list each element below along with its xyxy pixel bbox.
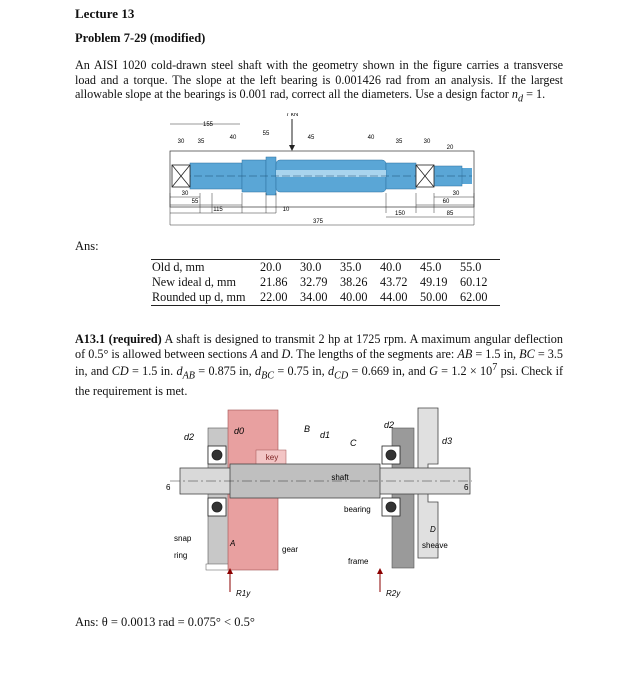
sub: CD — [334, 370, 349, 382]
sym: AB — [457, 346, 473, 361]
dim-155: 155 — [202, 122, 214, 128]
table-cell: 34.00 — [300, 290, 340, 306]
dim-35l: 35 — [197, 139, 205, 145]
text: and — [257, 346, 282, 361]
table-cell: 43.72 — [380, 275, 408, 289]
label-frame: frame — [348, 557, 369, 566]
problem-statement — [75, 58, 563, 107]
text: A shaft is designed to transmit 2 hp at 1725 rpm. A maximum angular deflection of 0.5° is allowed between sections — [75, 332, 563, 361]
dim-375: 375 — [312, 219, 324, 225]
table-cell: 45.0 — [420, 260, 460, 276]
dim-150: 150 — [394, 211, 406, 217]
label-6-right: 6 — [464, 483, 469, 492]
label-d1: d1 — [320, 430, 331, 440]
symbol-n: n — [511, 87, 518, 101]
symbol-d-sub: d — [518, 93, 524, 105]
sub: BC — [261, 370, 275, 382]
table-cell: 40.00 — [340, 290, 380, 306]
label-d3: d3 — [442, 436, 453, 446]
table-cell: 20.0 — [260, 260, 300, 276]
table-row — [151, 290, 500, 306]
statement-text: An AISI 1020 cold-drawn steel shaft with the geometry shown in the figure carries a transverse load and a torque. The slope at the left bearing is 0.001426 rad from an analysis. If the largest allowable slope at the bearings is 0.001 rad, correct all the diameters. Use a design factor — [75, 58, 563, 101]
label-C: C — [350, 438, 357, 448]
table-cell: 40.0 — [380, 260, 420, 276]
dim-30l: 30 — [177, 139, 185, 145]
label-d0: d0 — [234, 426, 245, 436]
text: = 0.75 in, — [274, 364, 328, 379]
label-R1y: R1y — [236, 589, 251, 598]
label-key: key — [265, 453, 279, 462]
dim-40a: 40 — [229, 135, 237, 141]
label-snap: snap — [174, 534, 192, 543]
shaft-figure-1 — [160, 113, 484, 234]
problem-2-lead: A13.1 (required) — [75, 332, 162, 346]
answer-1-label: Ans: — [75, 239, 99, 253]
dim-60: 60 — [442, 199, 450, 205]
sym: CD — [111, 364, 129, 379]
table-cell: 44.00 — [380, 290, 420, 306]
sym: D — [281, 346, 291, 361]
table-cell: 62.00 — [460, 290, 500, 306]
table-cell: 60.12 — [460, 275, 488, 289]
dim-30b: 30 — [181, 191, 189, 197]
statement-end: = 1. — [523, 87, 546, 101]
label-gear: gear — [282, 545, 299, 554]
dim-30r: 30 — [423, 139, 431, 145]
label-6-left: 6 — [166, 483, 171, 492]
text: = 0.669 in, and — [348, 364, 430, 379]
sym: d — [327, 364, 335, 379]
text: psi. Check if the requirement is met. — [75, 364, 564, 398]
row-label: New ideal d, mm — [152, 275, 236, 289]
problem-2-statement — [75, 332, 563, 399]
sym: BC — [519, 346, 535, 361]
dim-45: 45 — [307, 135, 315, 141]
dim-40b: 40 — [367, 135, 375, 141]
table-cell: 49.19 — [420, 275, 448, 289]
table-row — [151, 260, 500, 276]
lecture-heading: Lecture 13 — [75, 6, 135, 21]
label-sheave: sheave — [422, 541, 448, 550]
table-cell: 32.79 — [300, 275, 328, 289]
text: = 0.875 in, — [194, 364, 255, 379]
row-label: Old d, mm — [151, 260, 260, 276]
label-bearing: bearing — [344, 505, 371, 514]
label-D: D — [430, 525, 436, 534]
dim-85: 85 — [446, 211, 454, 217]
label-A: A — [230, 539, 236, 548]
label-R2y: R2y — [386, 589, 401, 598]
text: = 1.2 × 10 — [437, 364, 493, 379]
sym: A — [250, 346, 258, 361]
table-cell: 50.00 — [420, 290, 460, 306]
exponent: 7 — [492, 362, 498, 373]
label-d2-left: d2 — [184, 432, 195, 442]
table-cell: 35.0 — [340, 260, 380, 276]
text: = 1.5 in. — [128, 364, 177, 379]
text: . The lengths of the segments are: — [290, 346, 458, 361]
table-cell: 55.0 — [460, 260, 500, 276]
table-cell: 22.00 — [260, 290, 300, 306]
table-cell: 38.26 — [340, 275, 368, 289]
dim-35r: 35 — [395, 139, 403, 145]
text: = 3.5 in, and — [75, 346, 563, 379]
table-cell: 21.86 — [260, 275, 288, 289]
label-shaft: shaft — [331, 473, 349, 482]
label-ring: ring — [174, 551, 188, 560]
sym: d — [254, 364, 262, 379]
shaft-figure-2 — [160, 398, 478, 598]
row-label: Rounded up d, mm — [151, 290, 260, 306]
dim-30rb: 30 — [452, 191, 460, 197]
sub: AB — [182, 370, 195, 382]
load-label: 7 kN — [285, 113, 299, 118]
dim-20: 20 — [446, 145, 454, 151]
sym: d — [176, 364, 183, 379]
dim-55: 55 — [262, 131, 270, 137]
dim-115: 115 — [213, 207, 223, 213]
problem-title: Problem 7-29 (modified) — [75, 31, 206, 45]
dim-55b: 55 — [191, 199, 199, 205]
text: = 1.5 in, — [472, 346, 520, 361]
label-d2-right: d2 — [384, 420, 395, 430]
sym: G — [429, 364, 438, 379]
table-row — [151, 275, 500, 290]
label-B: B — [304, 424, 311, 434]
diameter-table — [151, 259, 500, 306]
dim-10: 10 — [282, 207, 290, 213]
answer-2: Ans: θ = 0.0013 rad = 0.075° < 0.5° — [75, 615, 255, 629]
table-cell: 30.0 — [300, 260, 340, 276]
